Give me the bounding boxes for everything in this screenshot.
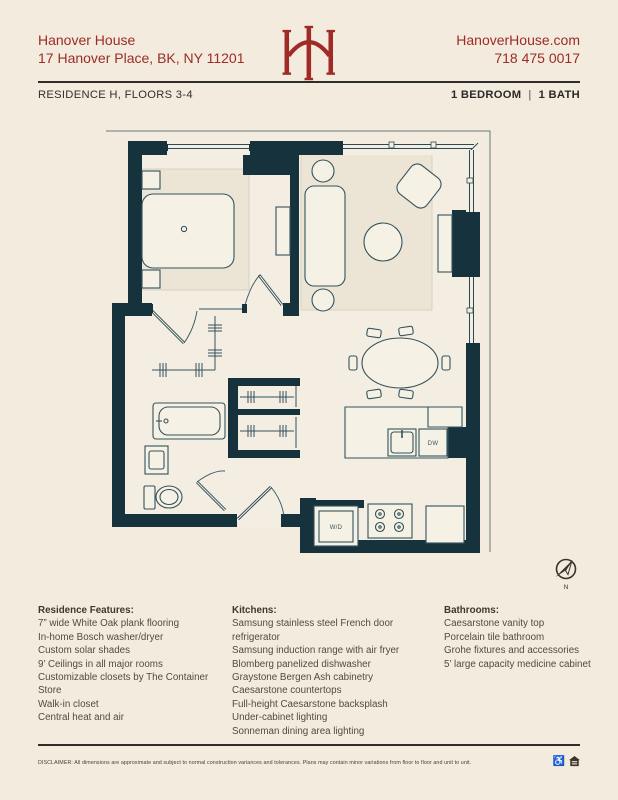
spec-separator: | bbox=[528, 89, 532, 101]
building-name: Hanover House bbox=[38, 32, 136, 48]
building-address: 17 Hanover Place, BK, NY 11201 bbox=[38, 50, 245, 66]
kitchens-column bbox=[232, 604, 437, 738]
feature-item: Grohe fixtures and accessories bbox=[444, 645, 580, 657]
feature-item: Under-cabinet lighting bbox=[232, 712, 328, 724]
feature-item: Customizable closets by The Container Store bbox=[38, 672, 209, 697]
residence-title: RESIDENCE H, FLOORS 3-4 bbox=[38, 89, 193, 101]
feature-item: Blomberg panelized dishwasher bbox=[232, 658, 371, 670]
equal-housing-opportunity-icon bbox=[569, 756, 580, 767]
feature-item: Samsung induction range with air fryer bbox=[232, 645, 400, 657]
side-table bbox=[312, 160, 334, 182]
side-table bbox=[312, 289, 334, 311]
kitchens-list bbox=[232, 617, 437, 738]
washer-dryer-label: W/D bbox=[329, 525, 343, 531]
toilet-tank bbox=[144, 486, 155, 509]
phone-number: 718 475 0017 bbox=[494, 50, 580, 66]
nightstand bbox=[142, 270, 160, 288]
counter-refrigerator bbox=[426, 506, 464, 543]
residence-features-list bbox=[38, 617, 223, 724]
feature-item: 5’ large capacity medicine cabinet bbox=[444, 658, 591, 670]
dining-chair bbox=[349, 356, 357, 370]
footer-icons bbox=[553, 756, 580, 767]
footer-divider bbox=[38, 744, 580, 746]
dining-chair bbox=[442, 356, 450, 370]
feature-item: Walk-in closet bbox=[38, 698, 99, 710]
feature-item: Full-height Caesarstone backsplash bbox=[232, 698, 388, 710]
feature-item: Graystone Bergen Ash cabinetry bbox=[232, 672, 374, 684]
feature-item: In-home Bosch washer/dryer bbox=[38, 631, 164, 643]
disclaimer-text: DISCLAIMER: All dimensions are approximate and subject to normal construction variances and tolerances. Plans may contain minor variations from floor to floor and unit to unit. bbox=[38, 760, 472, 766]
range bbox=[368, 504, 412, 538]
feature-item: Porcelain tile bathroom bbox=[444, 631, 545, 643]
website: HanoverHouse.com bbox=[456, 32, 580, 48]
compass-north-label: N bbox=[563, 584, 569, 591]
dining-chair bbox=[399, 326, 414, 336]
media-console bbox=[438, 215, 452, 272]
feature-item: Custom solar shades bbox=[38, 645, 131, 657]
dining-chair bbox=[399, 389, 414, 399]
dining-chair bbox=[367, 328, 382, 338]
kitchens-heading: Kitchens: bbox=[232, 605, 277, 616]
dresser bbox=[276, 207, 290, 255]
bedroom-count: 1 BEDROOM bbox=[450, 89, 522, 101]
dining-table bbox=[362, 338, 438, 388]
dishwasher-label: DW bbox=[427, 441, 439, 447]
bathrooms-column bbox=[444, 604, 594, 671]
feature-item: Caesarstone vanity top bbox=[444, 618, 545, 630]
feature-item: Caesarstone countertops bbox=[232, 685, 342, 697]
dining-chair bbox=[367, 389, 382, 399]
bathrooms-list bbox=[444, 617, 594, 671]
nightstand bbox=[142, 171, 160, 189]
feature-item: Sonneman dining area lighting bbox=[232, 725, 365, 737]
coffee-table bbox=[364, 223, 402, 261]
wheelchair-accessible-icon: ♿ bbox=[552, 755, 565, 767]
bath-count: 1 BATH bbox=[538, 89, 580, 101]
residence-features-heading: Residence Features: bbox=[38, 605, 134, 616]
bathrooms-heading: Bathrooms: bbox=[444, 605, 499, 616]
feature-item: Central heat and air bbox=[38, 712, 125, 724]
feature-item: Samsung stainless steel French door refrigerator bbox=[232, 618, 394, 643]
feature-item: 9’ Ceilings in all major rooms bbox=[38, 658, 163, 670]
compass-icon bbox=[556, 560, 576, 592]
bed bbox=[142, 194, 234, 268]
residence-features-column bbox=[38, 604, 223, 725]
sofa bbox=[305, 186, 345, 286]
feature-item: 7” wide White Oak plank flooring bbox=[38, 618, 180, 630]
